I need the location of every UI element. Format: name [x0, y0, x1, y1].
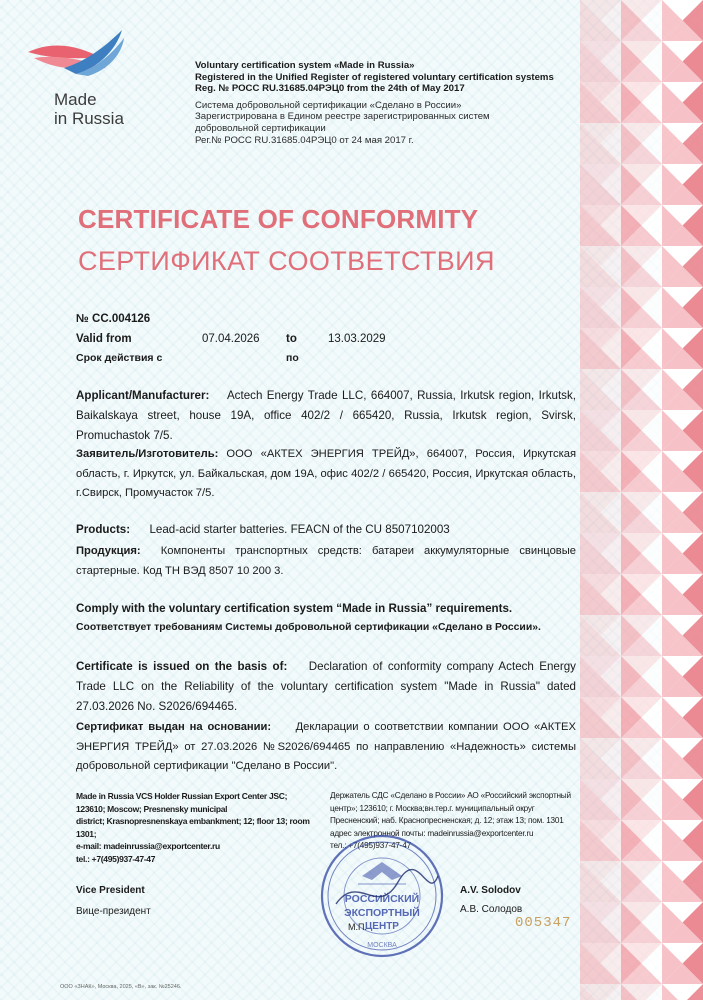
position-ru: Вице-президент [76, 906, 151, 917]
registration-en-line: Reg. № РОСС RU.31685.04РЭЦ0 from the 24th of May 2017 [195, 83, 465, 95]
to-label: to [286, 333, 297, 345]
email-line: e-mail: madeinrussia@exportcenter.ru [76, 841, 220, 852]
logo-text [54, 90, 124, 128]
products-en [76, 520, 576, 540]
phone-line: tel.: +7(495)937-47-47 [76, 853, 156, 864]
comply-en: Comply with the voluntary certification system “Made in Russia” requirements. [76, 602, 513, 615]
logo-line-1: Made [54, 90, 97, 109]
basis-text-ru: Декларации о соответствии компании ООО «АКТЕХ ЭНЕРГИЯ ТРЕЙД» от 27.03.2026 №S2026/694465 по направлению «Надежность» системы добровольной сертификации "Сделано в России". [76, 721, 576, 772]
stamp-text-bottom: ЦЕНТР [365, 921, 399, 932]
registration-en [195, 60, 585, 95]
registration-en-line: Voluntary certification system «Made in Russia» [195, 60, 415, 71]
address-line: district; Krasnopresnenskaya embankment; 12; floor 13; room [76, 816, 310, 827]
registration-ru-line: Зарегистрирована в Едином реестре зарегистрированных систем [195, 111, 490, 123]
email-line: адрес электронной почты: madeinrussia@exportcenter.ru [330, 828, 534, 838]
to-label-ru: по [286, 352, 299, 364]
products-text-ru: Компоненты транспортных средств: батареи аккумуляторные свинцовые стартерные. Код ТН ВЭД 8507 10 200 3. [76, 545, 576, 577]
products-text-en: Lead-acid starter batteries. FEACN of the CU 8507102003 [149, 523, 450, 536]
applicant-text-ru: ООО «АКТЕХ ЭНЕРГИЯ ТРЕЙД», 664007, Россия, Иркутская область, г. Иркутск, ул. Байкальская, дом 19А, офис 402/2 / 665420, Россия, Иркутская область, г.Свирск, Промучасток 7/5. [76, 448, 576, 499]
registration-ru-line: Система добровольной сертификации «Сделано в России» [195, 99, 462, 111]
position-en: Vice President [76, 885, 145, 896]
signatory-name-ru: А.В. Солодов [460, 904, 523, 915]
stamp-text-city: МОСКВА [367, 942, 397, 949]
wave-logo-icon [24, 24, 134, 84]
address-line: 1301; [76, 828, 97, 839]
registration-ru-line: добровольной сертификации [195, 122, 326, 134]
applicant-ru [76, 445, 576, 504]
address-line: центр»; 123610; г. Москва;вн.тер.г. муниципальный округ [330, 803, 535, 813]
address-line: Держатель СДС «Сделано в России» АО «Российский экспортный [330, 791, 571, 800]
title-ru: СЕРТИФИКАТ СООТВЕТСТВИЯ [78, 246, 495, 276]
products-ru [76, 542, 576, 581]
address-line: Made in Russia VCS Holder Russian Export Center JSC; [76, 791, 288, 801]
applicant-en [76, 386, 576, 446]
logo-line-2: in Russia [54, 109, 124, 128]
basis-label-ru: Сертификат выдан на основании: [76, 721, 272, 733]
certificate-number: № CC.004126 [76, 313, 151, 325]
applicant-text-en: Actech Energy Trade LLC, 664007, Russia, Irkutsk region, Irkutsk, Baikalskaya street, house 19A, office 402/2 / 665420, Russia, Irkutsk region, Svirsk, Promuchastok 7/5. [76, 389, 576, 442]
basis-en [76, 657, 576, 716]
valid-from-label: Valid from [76, 333, 132, 345]
products-label-ru: Продукция: [76, 545, 141, 557]
title-en: CERTIFICATE OF CONFORMITY [78, 204, 479, 234]
valid-from-date: 07.04.2026 [202, 333, 260, 345]
stamp-emblem-icon [362, 862, 402, 880]
phone-line: тел.: +7(495)937-47-47 [330, 841, 411, 851]
applicant-label-en: Applicant/Manufacturer: [76, 389, 210, 402]
valid-to-date: 13.03.2029 [328, 333, 386, 345]
registration-info [195, 60, 585, 146]
basis-text-en: Declaration of conformity company Actech Energy Trade LLC on the Reliability of the voluntary certification system "Made in Russia" dated 27.03.2026 No. S2026/694465. [76, 660, 576, 713]
basis-ru [76, 718, 576, 777]
decorative-pattern [580, 0, 703, 1000]
applicant-label-ru: Заявитель/Изготовитель: [76, 448, 219, 460]
address-line: Пресненский; наб. Краснопресненская; д. 12; этаж 13; пом. 1301 [330, 816, 564, 826]
registration-en-line: Registered in the Unified Register of registered voluntary certification systems [195, 71, 554, 83]
stamp-text-top: РОССИЙСКИЙ [344, 893, 420, 905]
valid-from-label-ru: Срок действия с [76, 352, 163, 364]
comply-ru: Соответствует требованиям Системы добровольной сертификации «Сделано в России». [76, 622, 541, 633]
stamp-text-middle: ЭКСПОРТНЫЙ [344, 907, 420, 919]
official-stamp [318, 832, 446, 960]
registration-ru-line: Рег.№ РОСС RU.31685.04РЭЦ0 от 24 мая 2017 г. [195, 134, 414, 146]
stamp-ms-label: М.П. [348, 922, 367, 932]
registration-ru [195, 100, 585, 146]
products-label-en: Products: [76, 523, 131, 536]
address-line: 123610; Moscow; Presnensky municipal [76, 803, 228, 814]
signatory-name-en: A.V. Solodov [460, 885, 521, 896]
basis-label-en: Certificate is issued on the basis of: [76, 660, 288, 673]
serial-number: 005347 [515, 915, 572, 931]
holder-address-en [76, 790, 336, 866]
print-line: ООО «ЗНАК», Москва, 2025, «В», зак. №25246. [60, 984, 182, 990]
